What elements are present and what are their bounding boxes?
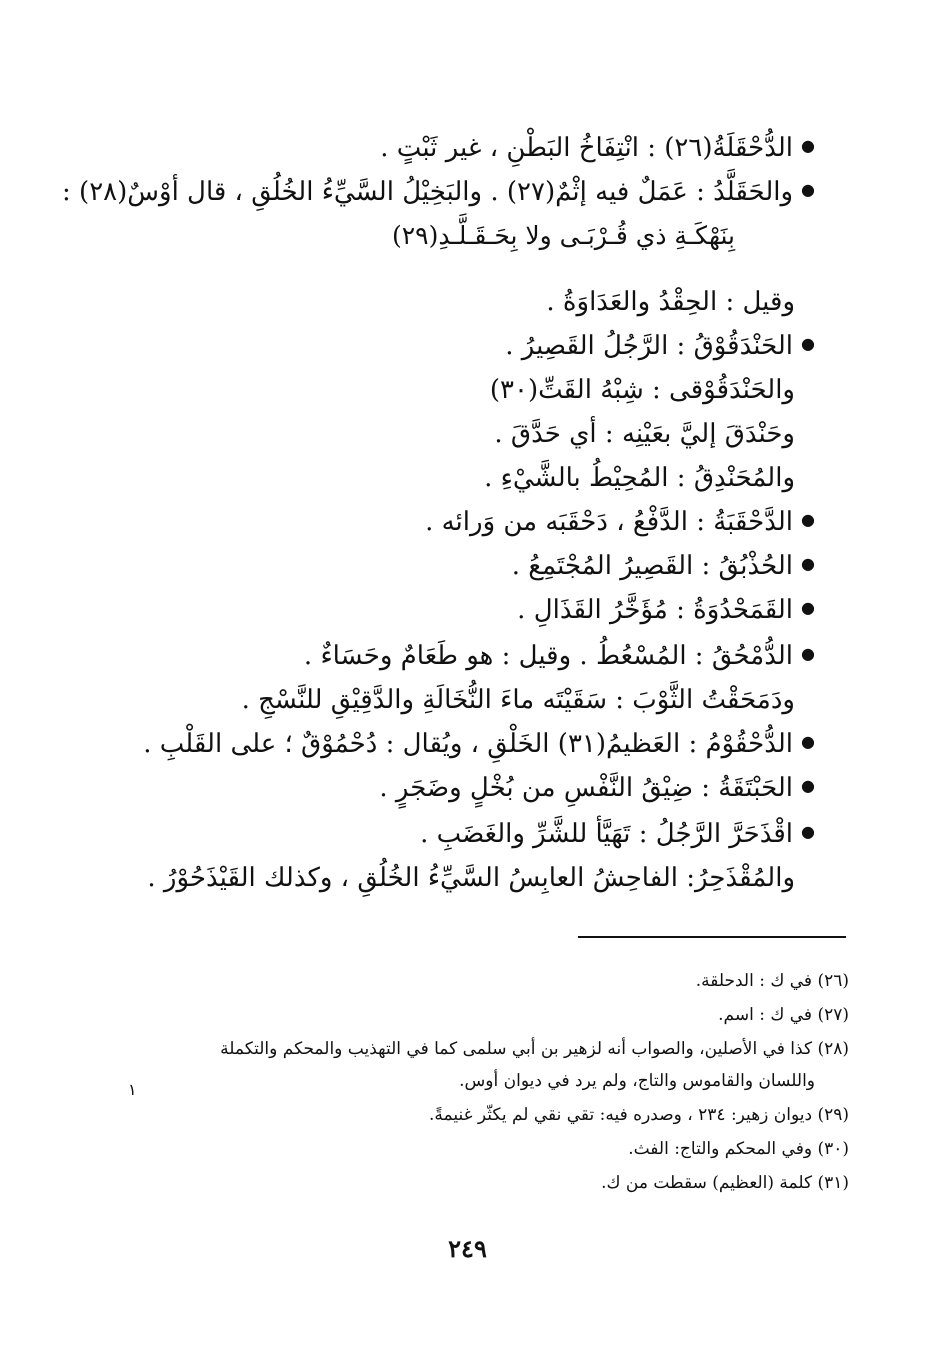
entry-handaquqa: والحَنْدَقُوْقى : شِبْهُ القَتِّ(٣٠) — [489, 375, 795, 405]
footnote-31: (٣١) كلمة (العظيم) سقطت من ك. — [601, 1173, 849, 1193]
entry-damahaqtu: ودَمَحَقْتُ الثَّوْبَ : سَقَيْتَه ماءَ النُّخَالَةِ والدَّقِيْقِ للنَّسْجِ . — [241, 685, 795, 715]
margin-mark: ١ — [128, 1080, 137, 1099]
entry-muqdhahir: والمُقْذَحِرُ: الفاحِشُ العابِسُ السَّيِّءُ الخُلُقِ ، وكذلك القَيْذَحُوْرُ . — [147, 863, 795, 893]
entry-handaqa: وحَنْدَقَ إليَّ بعَيْنِه : أي حَدَّقَ . — [494, 419, 795, 449]
footnote-26: (٢٦) في ك : الدحلقة. — [695, 971, 849, 991]
footnote-28-continuation: واللسان والقاموس والتاج، ولم يرد في ديوان أوس. — [459, 1071, 815, 1091]
entry-muhandiq: والمُحَنْدِقُ : المُحِيْطُ بالشَّيْءِ . — [484, 463, 795, 493]
entry-dahqaba: ● الدَّحْقَبَةُ : الدَّفْعُ ، دَحْقَبَه من وَرائه . — [425, 502, 815, 543]
entry-handaquq: ● الحَنْدَقُوْقُ : الرَّجُلُ القَصِيرُ . — [505, 326, 815, 367]
footnote-divider — [578, 936, 846, 938]
entry-hudhbuq: ● الحُذْبُقُ : القَصِيرُ المُجْتَمِعُ . — [512, 546, 815, 587]
entry-duhqum: ● الدُّحْقُوْمُ : العَظيمُ(٣١) الخَلْقِ ، ويُقال : دُحْمُوْقٌ ؛ على القَلْبِ . — [143, 724, 815, 765]
entry-haqallad: ● والحَقَلَّدُ : عَمَلٌ فيه إثْمٌ(٢٧) . والبَخِيْلُ السَّيِّءُ الخُلُقِ ، قال أوْسٌ(٢٨) : — [62, 172, 815, 213]
entry-dahqala: ● الدُّحْقَلَةُ(٢٦) : انْتِفَاخُ البَطْنِ ، غير ثَبْتٍ . — [380, 128, 815, 169]
footnote-30: (٣٠) وفي المحكم والتاج: الفث. — [628, 1139, 849, 1159]
footnote-29: (٢٩) ديوان زهير: ٢٣٤ ، وصدره فيه: تقي نقي لم يكثّر غنيمةً. — [429, 1105, 849, 1125]
page-number: ٢٤٩ — [448, 1234, 487, 1263]
entry-dumhuq: ● الدُّمْحُقُ : المُسْعُطُ . وقيل : هو طَعَامٌ وحَسَاءٌ . — [304, 636, 815, 677]
entry-habtaqa: ● الحَبْتَقَةُ : ضِيْقُ النَّفْسِ من بُخْلٍ وضَجَرٍ . — [379, 768, 815, 809]
footnote-27: (٢٧) في ك : اسم. — [718, 1005, 849, 1025]
entry-haqallad-alt: وقيل : الحِقْدُ والعَدَاوَةُ . — [546, 287, 795, 317]
entry-qamahduwa: ● القَمَحْدُوَةُ : مُؤَخَّرُ القَذَالِ . — [517, 590, 815, 631]
entry-iqdhahar: ● اقْذَحَرَّ الرَّجُلُ : تَهَيَّأ للشَّرِّ والغَضَبِ . — [420, 814, 815, 855]
footnote-28: (٢٨) كذا في الأصلين، والصواب أنه لزهير بن أبي سلمى كما في التهذيب والمحكم والتكملة — [220, 1039, 849, 1059]
poetry-verse: بِنَهْكَـةِ ذي قُـرْبَـى ولا بِحَـقَـلَّـدِ(٢٩) — [391, 221, 735, 250]
